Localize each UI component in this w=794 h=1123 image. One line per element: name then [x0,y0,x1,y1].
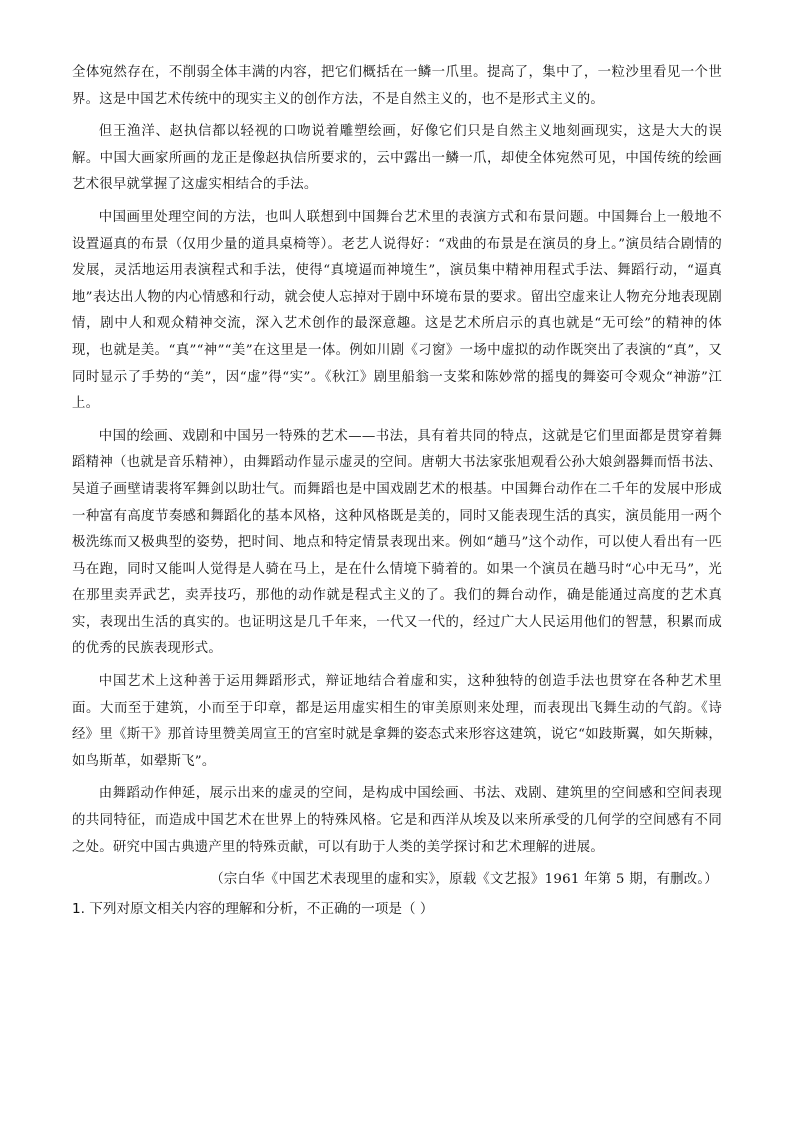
document-page [72,60,722,922]
question-1: 1. 下列对原文相关内容的理解和分析，不正确的一项是（ ） [72,900,434,917]
source-citation: （宗白华《中国艺术表现里的虚和实》，原载《文艺报》1961 年第 5 期，有删改。） [210,872,718,888]
paragraph-2: 但王渔洋、赵执信都以轻视的口吻说着雕塑绘画，好像它们只是自然主义地刻画现实，这是大大的误解。中国大画家所画的龙正是像赵执信所要求的，云中露出一鳞一爪，却使全体宛然可见，中国传统的绘画艺术很早就掌握了这虚实相结合的手法。 [72,124,722,193]
paragraph-6: 由舞蹈动作伸延，展示出来的虚灵的空间，是构成中国绘画、书法、戏剧、建筑里的空间感和空间表现的共同特征，而造成中国艺术在世界上的特殊风格。它是和西洋从埃及以来所承受的几何学的空间感有不同之处。研究中国古典遗产里的特殊贡献，可以有助于人类的美学探讨和艺术理解的进展。 [72,786,722,855]
paragraph-4: 中国的绘画、戏剧和中国另一特殊的艺术——书法，具有着共同的特点，这就是它们里面都是贯穿着舞蹈精神（也就是音乐精神），由舞蹈动作显示虚灵的空间。唐朝大书法家张旭观看公孙大娘剑器舞而悟书法、吴道子画壁请裴将军舞剑以助壮气。而舞蹈也是中国戏剧艺术的根基。中国舞台动作在二千年的发展中形成一种富有高度节奏感和舞蹈化的基本风格，这种风格既是美的，同时又能表现生活的真实，演员能用一两个极洗练而又极典型的姿势，把时间、地点和特定情景表现出来。例如“趟马”这个动作，可以使人看出有一匹马在跑，同时又能叫人觉得是人骑在马上，是在什么情境下骑着的。如果一个演员在趟马时“心中无马”，光在那里卖弄武艺，卖弄技巧，那他的动作就是程式主义的了。我们的舞台动作，确是能通过高度的艺术真实，表现出生活的真实的。也证明这是几千年来，一代又一代的，经过广大人民运用他们的智慧，积累而成的优秀的民族表现形式。 [72,428,722,657]
paragraph-1: 全体宛然存在，不削弱全体丰满的内容，把它们概括在一鳞一爪里。提高了，集中了，一粒沙里看见一个世界。这是中国艺术传统中的现实主义的创作方法，不是自然主义的，也不是形式主义的。 [72,65,722,107]
paragraph-3: 中国画里处理空间的方法，也叫人联想到中国舞台艺术里的表演方式和布景问题。中国舞台上一般地不设置逼真的布景（仅用少量的道具桌椅等）。老艺人说得好：“戏曲的布景是在演员的身上。”演员结合剧情的发展，灵活地运用表演程式和手法，使得“真境逼而神境生”，演员集中精神用程式手法、舞蹈行动，“逼真地”表达出人物的内心情感和行动，就会使人忘掉对于剧中环境布景的要求。留出空虚来让人物充分地表现剧情，剧中人和观众精神交流，深入艺术创作的最深意趣。这是艺术所启示的真也就是“无可绘”的精神的体现，也就是美。“真”“神”“美”在这里是一体。例如川剧《刁窗》一场中虚拟的动作既突出了表演的“真”，又同时显示了手势的“美”，因“虚”得“实”。《秋江》剧里船翁一支桨和陈妙常的摇曳的舞姿可令观众“神游”江上。 [72,209,722,412]
paragraph-5: 中国艺术上这种善于运用舞蹈形式，辩证地结合着虚和实，这种独特的创造手法也贯穿在各种艺术里面。大而至于建筑，小而至于印章，都是运用虚实相生的审美原则来处理，而表现出飞舞生动的气韵。《诗经》里《斯干》那首诗里赞美周宣王的宫室时就是拿舞的姿态式来形容这建筑，说它“如跂斯翼，如矢斯棘，如鸟斯革，如翚斯飞”。 [72,674,722,769]
